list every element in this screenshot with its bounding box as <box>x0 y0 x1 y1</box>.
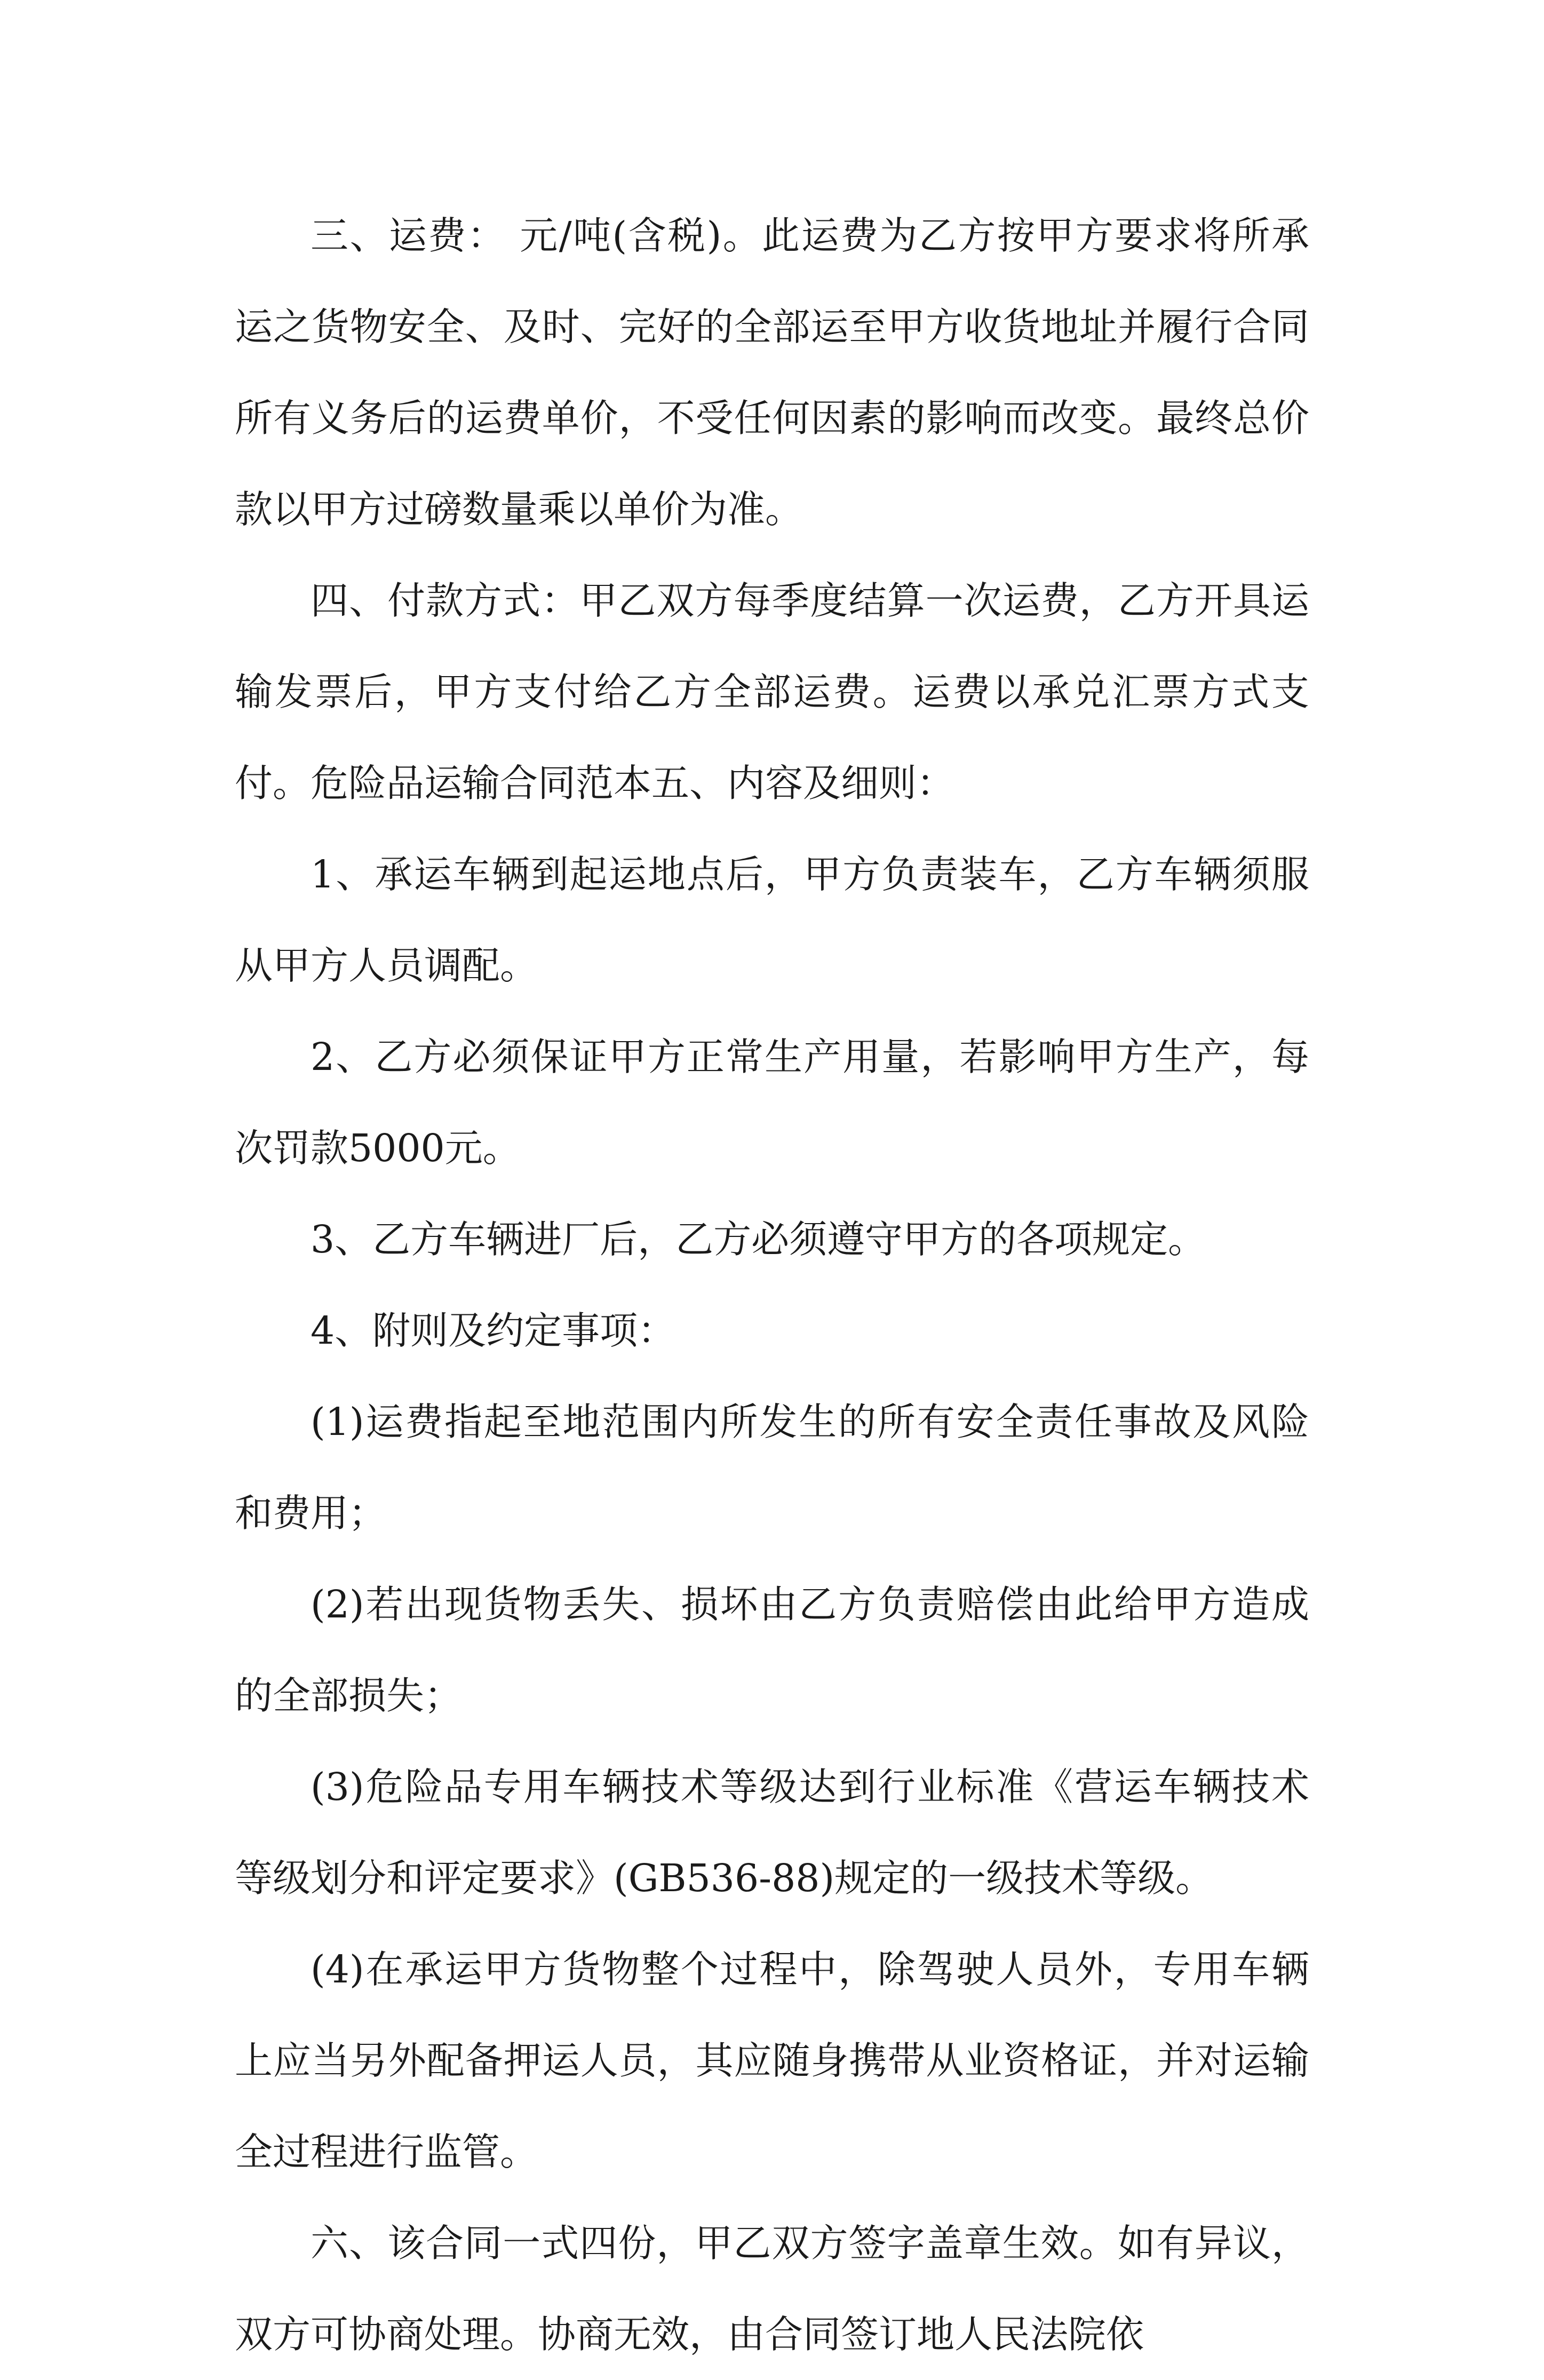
clause-payment-method: 四、付款方式：甲乙双方每季度结算一次运费，乙方开具运输发票后，甲方支付给乙方全部运费。运费以承兑汇票方式支付。危险品运输合同范本五、内容及细则： <box>235 578 1309 805</box>
sub-clause-2: (2)若出现货物丢失、损坏由乙方负责赔偿由此给甲方造成的全部损失； <box>235 1582 1309 1718</box>
sub-clause-1: (1)运费指起至地范围内所发生的所有安全责任事故及风险和费用； <box>235 1400 1309 1535</box>
document-body <box>235 190 1309 2380</box>
clause-freight: 三、运费： 元/吨(含税)。此运费为乙方按甲方要求将所承运之货物安全、及时、完好的全部运至甲方收货地址并履行合同所有义务后的运费单价，不受任何因素的影响而改变。最终总价款以甲方过磅数量乘以单价为准。 <box>235 213 1309 531</box>
sub-clause-4: (4)在承运甲方货物整个过程中，除驾驶人员外，专用车辆上应当另外配备押运人员，其应随身携带从业资格证，并对运输全过程进行监管。 <box>235 1947 1309 2174</box>
clause-item-3: 3、乙方车辆进厂后，乙方必须遵守甲方的各项规定。 <box>311 1217 1206 1262</box>
sub-clause-3: (3)危险品专用车辆技术等级达到行业标准《营运车辆技术等级划分和评定要求》(GB536-88)规定的一级技术等级。 <box>235 1765 1309 1900</box>
clause-item-4: 4、附则及约定事项： <box>311 1308 676 1353</box>
clause-item-1: 1、承运车辆到起运地点后，甲方负责装车，乙方车辆须服从甲方人员调配。 <box>235 852 1309 988</box>
clause-copies: 六、该合同一式四份，甲乙双方签字盖章生效。如有异议，双方可协商处理。协商无效，由合同签订地人民法院依 <box>235 2221 1309 2357</box>
clause-item-2: 2、乙方必须保证甲方正常生产用量，若影响甲方生产，每次罚款5000元。 <box>235 1035 1309 1170</box>
